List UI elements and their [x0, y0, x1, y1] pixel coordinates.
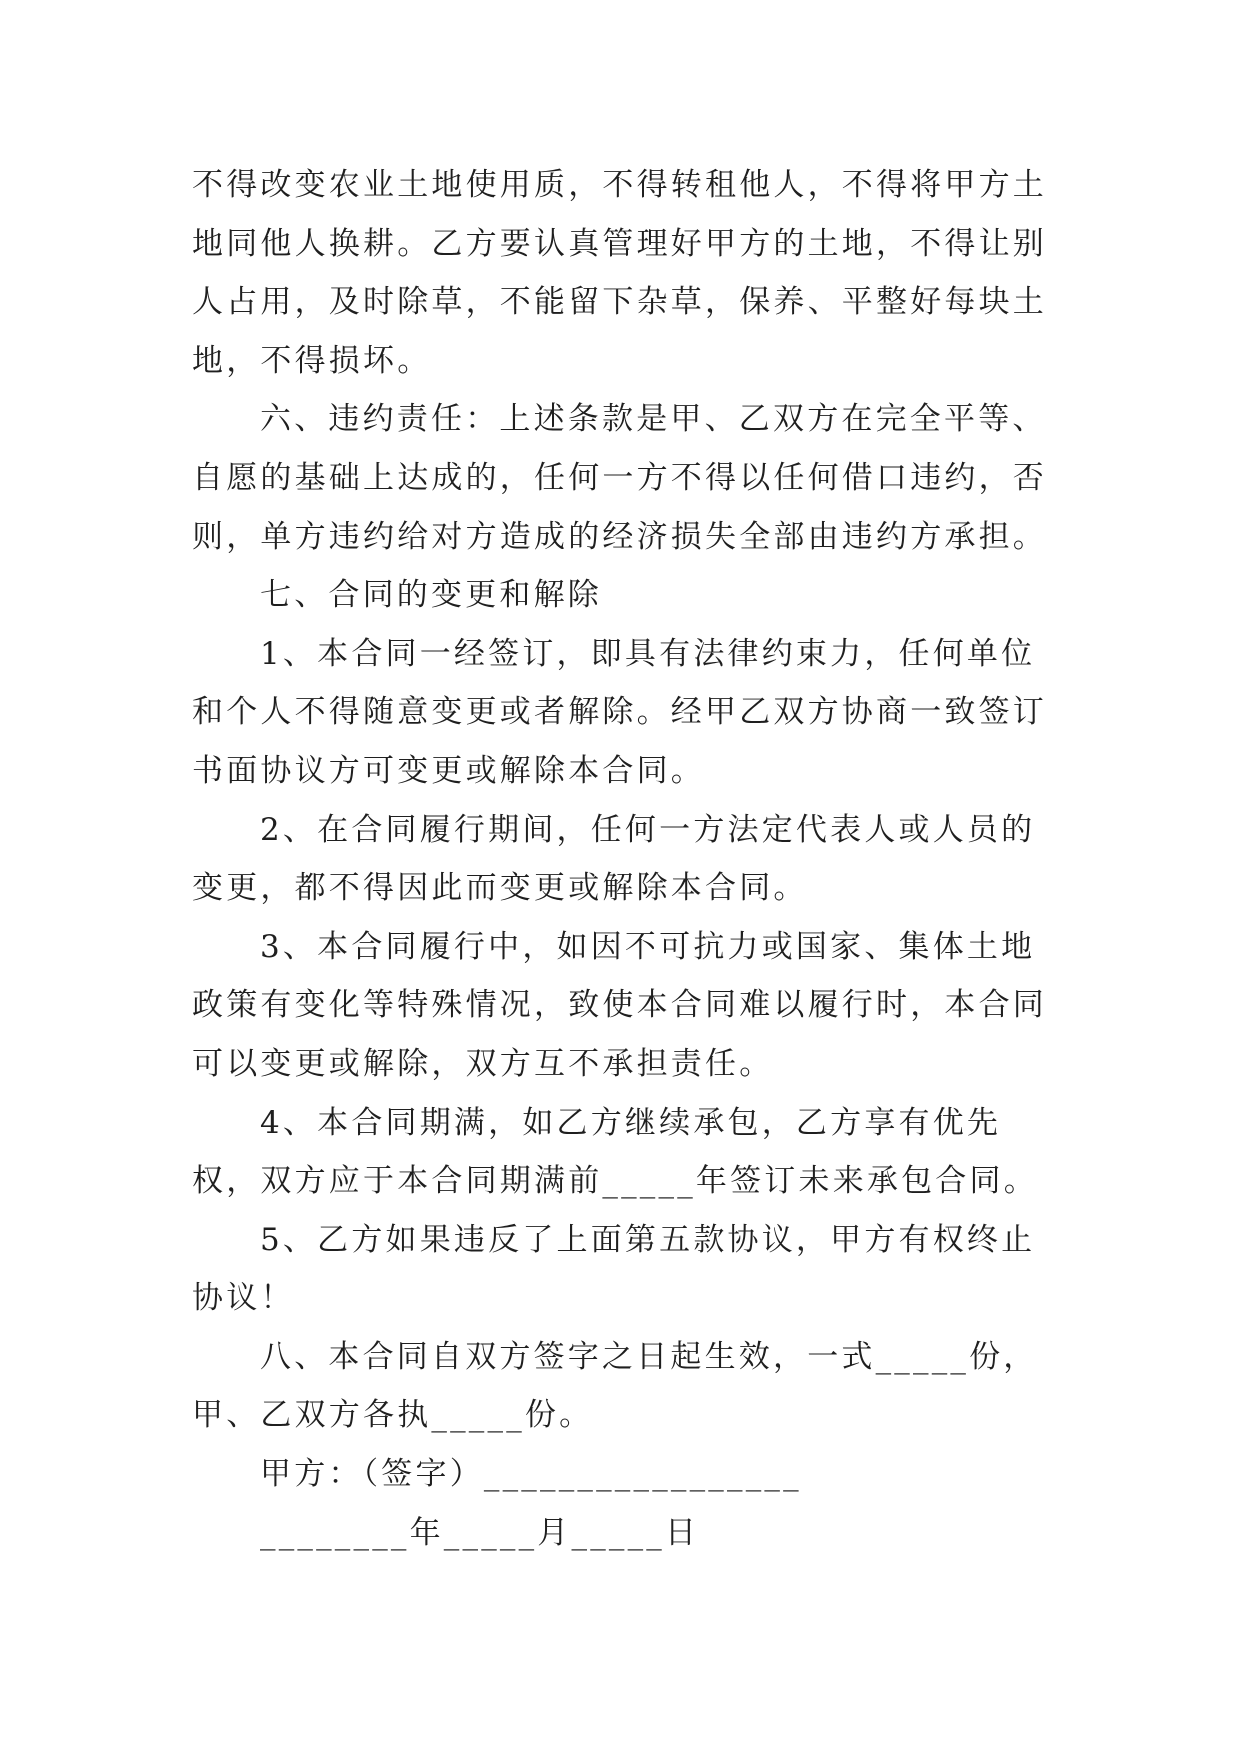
paragraph-section-eight: 八、本合同自双方签字之日起生效，一式_____份，甲、乙双方各执_____份。	[192, 1338, 1038, 1434]
party-a-signature-line: 甲方：（签字）_________________	[260, 1456, 802, 1493]
signature-date-line: ________年_____月_____日	[260, 1514, 700, 1551]
contract-body	[192, 156, 1052, 1562]
paragraph-clause-1: 1、本合同一经签订，即具有法律约束力，任何单位和个人不得随意变更或者解除。经甲乙双方协商一致签订书面协议方可变更或解除本合同。	[192, 635, 1047, 789]
paragraph-section-seven-heading: 七、合同的变更和解除	[260, 577, 602, 614]
paragraph-clause-5: 5、乙方如果违反了上面第五款协议，甲方有权终止协议！	[192, 1221, 1036, 1317]
paragraph-land-use-terms: 不得改变农业土地使用质，不得转租他人，不得将甲方土地同他人换耕。乙方要认真管理好甲方的土地，不得让别人占用，及时除草，不能留下杂草，保养、平整好每块土地，不得损坏。	[192, 167, 1047, 379]
paragraph-clause-4: 4、本合同期满，如乙方继续承包，乙方享有优先权，双方应于本合同期满前_____年签订未来承包合同。	[192, 1104, 1038, 1200]
paragraph-breach-liability: 六、违约责任：上述条款是甲、乙双方在完全平等、自愿的基础上达成的，任何一方不得以任何借口违约，否则，单方违约给对方造成的经济损失全部由违约方承担。	[192, 401, 1047, 555]
paragraph-clause-3: 3、本合同履行中，如因不可抗力或国家、集体土地政策有变化等特殊情况，致使本合同难以履行时，本合同可以变更或解除，双方互不承担责任。	[192, 928, 1047, 1082]
paragraph-clause-2: 2、在合同履行期间，任何一方法定代表人或人员的变更，都不得因此而变更或解除本合同。	[192, 811, 1036, 907]
